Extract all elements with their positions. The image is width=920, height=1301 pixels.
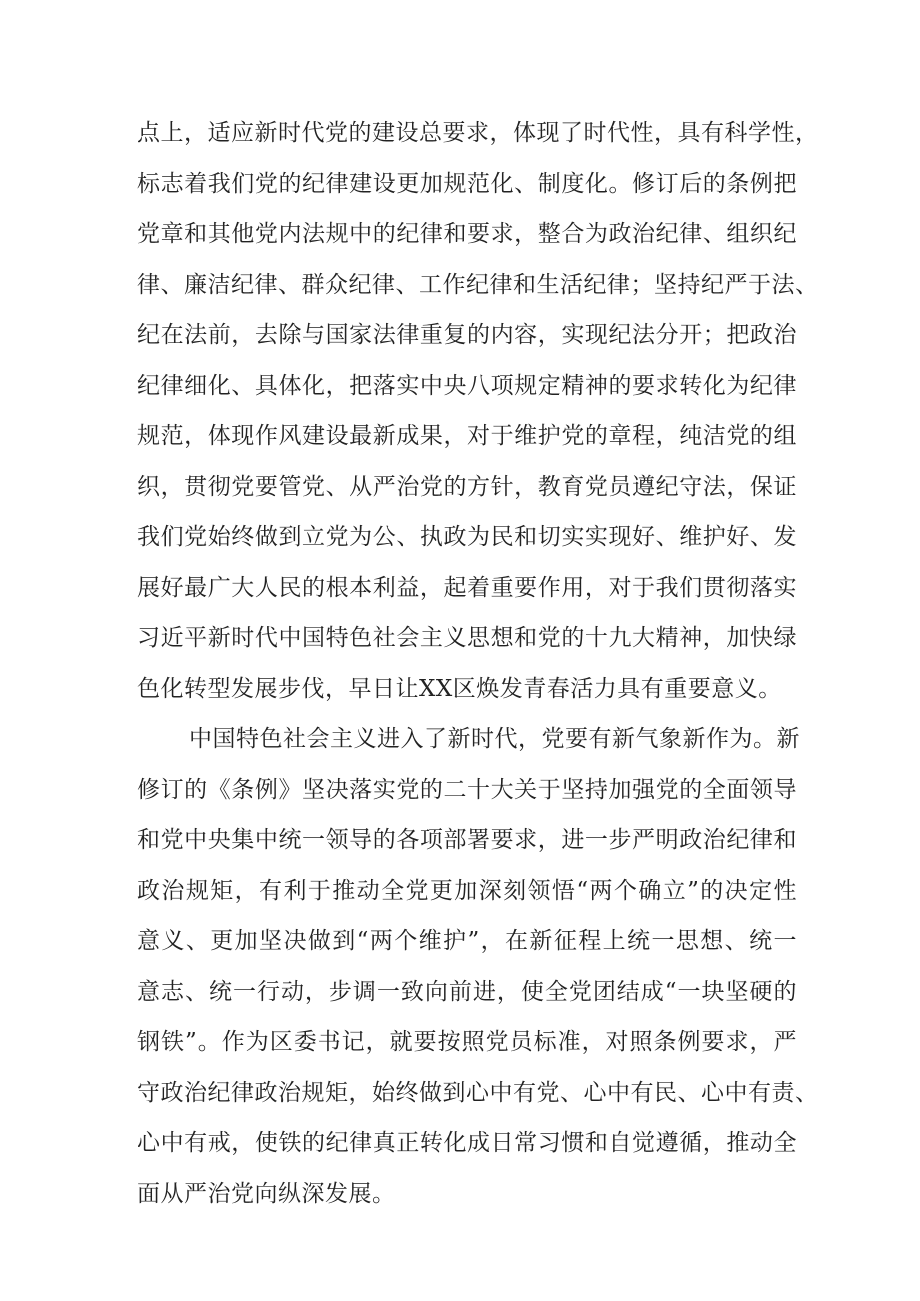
- text-line: 意义、更加坚决做到“两个维护”，在新征程上统一思想、统一: [137, 928, 797, 954]
- text-line: 规范，体现作风建设最新成果，对于维护党的章程，纯洁党的组: [137, 423, 797, 449]
- text-line: 面从严治党向纵深发展。: [137, 1180, 396, 1207]
- text-line: 修订的《条例》坚决落实党的二十大关于坚持加强党的全面领导: [137, 776, 797, 803]
- document-body: [137, 108, 819, 1219]
- text-line: 纪在法前，去除与国家法律重复的内容，实现纪法分开；把政治: [137, 322, 797, 348]
- text-line: 意志、统一行动，步调一致向前进，使全党团结成“一块坚硬的: [137, 978, 797, 1005]
- text-line: 和党中央集中统一领导的各项部署要求，进一步严明政治纪律和: [137, 827, 797, 853]
- paragraph-2: [137, 714, 819, 1219]
- text-line: 律、廉洁纪律、群众纪律、工作纪律和生活纪律；坚持纪严于法、: [137, 271, 819, 298]
- text-line: 党章和其他党内法规中的纪律和要求，整合为政治纪律、组织纪: [137, 221, 797, 247]
- text-line: 点上，适应新时代党的建设总要求，体现了时代性，具有科学性，: [137, 120, 819, 146]
- text-line: 色化转型发展步伐，早日让XX区焕发青春活力具有重要意义。: [137, 675, 782, 702]
- text-line: 钢铁”。作为区委书记，就要按照党员标准，对照条例要求，严: [137, 1029, 797, 1055]
- text-line: 织，贯彻党要管党、从严治党的方针，教育党员遵纪守法，保证: [137, 473, 797, 500]
- text-line: 中国特色社会主义进入了新时代，党要有新气象新作为。新: [189, 726, 800, 752]
- text-line: 习近平新时代中国特色社会主义思想和党的十九大精神，加快绿: [137, 625, 797, 651]
- paragraph-1: [137, 108, 819, 714]
- text-line: 守政治纪律政治规矩，始终做到心中有党、心中有民、心中有责、: [137, 1079, 819, 1106]
- text-line: 我们党始终做到立党为公、执政为民和切实实现好、维护好、发: [137, 524, 797, 550]
- text-line: 政治规矩，有利于推动全党更加深刻领悟“两个确立”的决定性: [137, 877, 797, 904]
- text-line: 展好最广大人民的根本利益，起着重要作用，对于我们贯彻落实: [137, 574, 797, 601]
- text-line: 纪律细化、具体化，把落实中央八项规定精神的要求转化为纪律: [137, 372, 797, 399]
- text-line: 心中有戒，使铁的纪律真正转化成日常习惯和自觉遵循，推动全: [137, 1130, 797, 1156]
- text-line: 标志着我们党的纪律建设更加规范化、制度化。修订后的条例把: [137, 170, 797, 197]
